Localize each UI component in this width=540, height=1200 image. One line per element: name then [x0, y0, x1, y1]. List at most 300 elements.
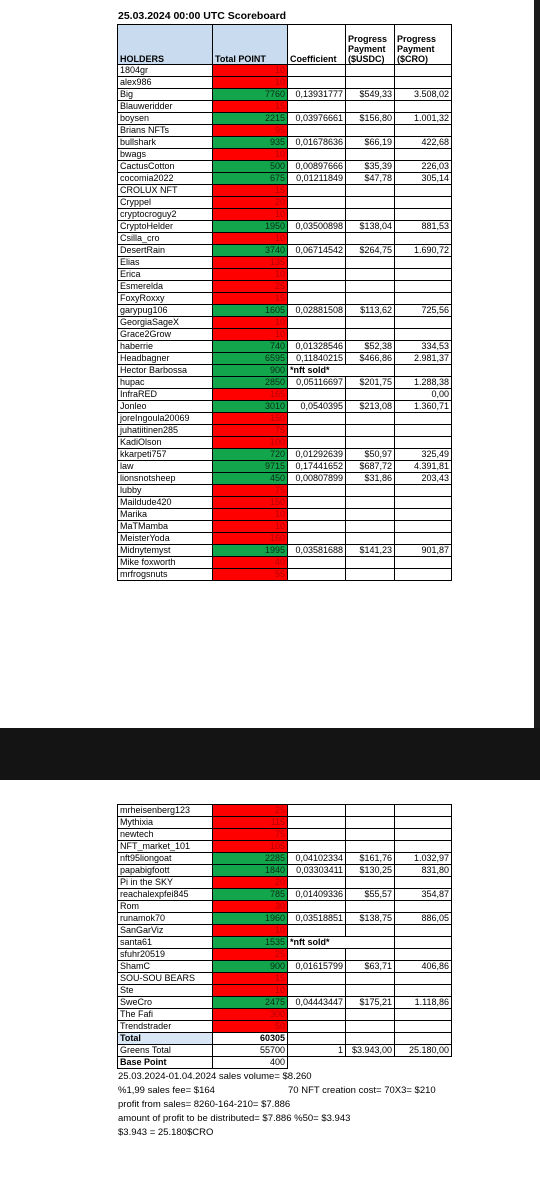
- coefficient: [288, 209, 346, 221]
- holder-name: NFT_market_101: [118, 841, 213, 853]
- holder-name: InfraRED: [118, 389, 213, 401]
- table-row: [118, 473, 452, 485]
- holder-name: cryptocroguy2: [118, 209, 213, 221]
- holder-name: Marika: [118, 509, 213, 521]
- payment-usdc: [346, 125, 395, 137]
- coefficient: 0,01328546: [288, 341, 346, 353]
- payment-usdc: [346, 317, 395, 329]
- header-cro: Progress Payment ($CRO): [395, 25, 452, 65]
- coefficient: [288, 185, 346, 197]
- payment-cro: [395, 949, 452, 961]
- payment-usdc: $130,25: [346, 865, 395, 877]
- holder-name: Ste: [118, 985, 213, 997]
- payment-usdc: $549,33: [346, 89, 395, 101]
- payment-cro: [395, 77, 452, 89]
- coefficient: 0,03500898: [288, 221, 346, 233]
- total-point: 2850: [213, 377, 288, 389]
- table-row: [118, 829, 452, 841]
- coefficient: 0,11840215: [288, 353, 346, 365]
- payment-cro: [395, 413, 452, 425]
- total-point: 15: [213, 185, 288, 197]
- total-point: 95: [213, 125, 288, 137]
- coefficient: 0,0540395: [288, 401, 346, 413]
- holder-name: Hector Barbossa: [118, 365, 213, 377]
- total-point: 150: [213, 413, 288, 425]
- total-point: 10: [213, 329, 288, 341]
- payment-cro: [395, 329, 452, 341]
- holder-name: mrfrogsnuts: [118, 569, 213, 581]
- total-point: 55: [213, 569, 288, 581]
- total-point: 25: [213, 281, 288, 293]
- payment-cro: 325,49: [395, 449, 452, 461]
- payment-cro: 1.690,72: [395, 245, 452, 257]
- table-row: [118, 365, 452, 377]
- payment-usdc: $52,38: [346, 341, 395, 353]
- total-point: 740: [213, 341, 288, 353]
- table-row: [118, 937, 452, 949]
- coefficient: 0,00897666: [288, 161, 346, 173]
- note-profit: profit from sales= 8260-164-210= $7.886: [118, 1099, 291, 1110]
- holder-name: Midnytemyst: [118, 545, 213, 557]
- table-row: [118, 533, 452, 545]
- payment-usdc: $264,75: [346, 245, 395, 257]
- table-row: [118, 865, 452, 877]
- coefficient: 0,17441652: [288, 461, 346, 473]
- holder-name: bwags: [118, 149, 213, 161]
- holder-name: kkarpeti757: [118, 449, 213, 461]
- table-row: [118, 377, 452, 389]
- payment-cro: [395, 101, 452, 113]
- coefficient: 0,03581688: [288, 545, 346, 557]
- table-row: [118, 1021, 452, 1033]
- page-separator: [0, 728, 540, 780]
- scoreboard-table-1: [117, 24, 452, 581]
- holder-name: CROLUX NFT: [118, 185, 213, 197]
- coefficient: 0,01211849: [288, 173, 346, 185]
- total-point: 9715: [213, 461, 288, 473]
- payment-usdc: [346, 149, 395, 161]
- payment-usdc: [346, 413, 395, 425]
- payment-usdc: [346, 185, 395, 197]
- summary-base-value: 400: [213, 1057, 288, 1069]
- payment-usdc: [346, 901, 395, 913]
- holder-name: law: [118, 461, 213, 473]
- table-row: [118, 209, 452, 221]
- payment-usdc: [346, 497, 395, 509]
- total-point: 300: [213, 1009, 288, 1021]
- holder-name: Trendstrader: [118, 1021, 213, 1033]
- coefficient: [288, 269, 346, 281]
- holder-name: santa61: [118, 937, 213, 949]
- holder-name: SOU-SOU BEARS: [118, 973, 213, 985]
- payment-usdc: [346, 805, 395, 817]
- holder-name: 1804gr: [118, 65, 213, 77]
- payment-cro: [395, 805, 452, 817]
- holder-name: DesertRain: [118, 245, 213, 257]
- coefficient: [288, 281, 346, 293]
- payment-usdc: $63,71: [346, 961, 395, 973]
- payment-cro: [395, 317, 452, 329]
- payment-cro: 334,53: [395, 341, 452, 353]
- payment-cro: [395, 65, 452, 77]
- payment-usdc: [346, 197, 395, 209]
- total-point: 6595: [213, 353, 288, 365]
- payment-usdc: [346, 509, 395, 521]
- payment-cro: [395, 365, 452, 377]
- table-row: [118, 485, 452, 497]
- payment-usdc: $55,57: [346, 889, 395, 901]
- total-point: 150: [213, 497, 288, 509]
- table-row: [118, 137, 452, 149]
- payment-usdc: $31,86: [346, 473, 395, 485]
- holder-name: mrheisenberg123: [118, 805, 213, 817]
- table-row: [118, 973, 452, 985]
- total-point: 100: [213, 437, 288, 449]
- holder-name: Mike foxworth: [118, 557, 213, 569]
- payment-cro: [395, 557, 452, 569]
- payment-usdc: [346, 101, 395, 113]
- total-point: 160: [213, 533, 288, 545]
- table-row: [118, 89, 452, 101]
- payment-cro: [395, 209, 452, 221]
- table-row: [118, 985, 452, 997]
- holder-name: lubby: [118, 485, 213, 497]
- table-row: [118, 817, 452, 829]
- total-point: 3010: [213, 401, 288, 413]
- coefficient: [288, 817, 346, 829]
- payment-cro: 406,86: [395, 961, 452, 973]
- holder-name: Grace2Grow: [118, 329, 213, 341]
- total-point: 1950: [213, 221, 288, 233]
- total-point: 50: [213, 1021, 288, 1033]
- payment-usdc: $35,39: [346, 161, 395, 173]
- total-point: 10: [213, 65, 288, 77]
- holder-name: GeorgiaSageX: [118, 317, 213, 329]
- coefficient: [288, 293, 346, 305]
- note-cro-conversion: $3.943 = 25.180$CRO: [118, 1127, 214, 1138]
- total-point: 20: [213, 197, 288, 209]
- table-row: [118, 569, 452, 581]
- holder-name: lionsnotsheep: [118, 473, 213, 485]
- total-point: 785: [213, 889, 288, 901]
- coefficient: [288, 389, 346, 401]
- holder-name: hupac: [118, 377, 213, 389]
- coefficient: [288, 101, 346, 113]
- table-row: [118, 925, 452, 937]
- total-point: 2475: [213, 997, 288, 1009]
- payment-usdc: $175,21: [346, 997, 395, 1009]
- table-row: [118, 113, 452, 125]
- coefficient: [288, 125, 346, 137]
- coefficient: 0,04102334: [288, 853, 346, 865]
- payment-usdc: $213,08: [346, 401, 395, 413]
- holder-name: nft95liongoat: [118, 853, 213, 865]
- table-row: [118, 889, 452, 901]
- payment-usdc: [346, 841, 395, 853]
- payment-usdc: [346, 985, 395, 997]
- holder-name: MeisterYoda: [118, 533, 213, 545]
- holder-name: Pi in the SKY: [118, 877, 213, 889]
- payment-usdc: $113,62: [346, 305, 395, 317]
- table-row: [118, 841, 452, 853]
- total-point: 1840: [213, 865, 288, 877]
- payment-cro: 0,00: [395, 389, 452, 401]
- total-point: 165: [213, 389, 288, 401]
- coefficient: [288, 509, 346, 521]
- coefficient: 0,01678636: [288, 137, 346, 149]
- scoreboard-title: 25.03.2024 00:00 UTC Scoreboard: [118, 10, 287, 22]
- note-sales-volume: 25.03.2024-01.04.2024 sales volume= $8.260: [118, 1071, 312, 1082]
- payment-usdc: $466,86: [346, 353, 395, 365]
- payment-usdc: $141,23: [346, 545, 395, 557]
- total-point: 10: [213, 509, 288, 521]
- note-fees: [118, 1084, 436, 1098]
- payment-usdc: [346, 973, 395, 985]
- table-row: [118, 401, 452, 413]
- coefficient: 0,04443447: [288, 997, 346, 1009]
- holder-name: reachalexpfei845: [118, 889, 213, 901]
- coefficient: *nft sold*: [288, 365, 395, 377]
- payment-cro: 901,87: [395, 545, 452, 557]
- coefficient: [288, 197, 346, 209]
- summary-greens-cro: 25.180,00: [395, 1045, 452, 1057]
- total-point: 75: [213, 485, 288, 497]
- total-point: 900: [213, 961, 288, 973]
- total-point: 10: [213, 925, 288, 937]
- payment-cro: 831,80: [395, 865, 452, 877]
- payment-cro: 1.288,38: [395, 377, 452, 389]
- table-row: [118, 329, 452, 341]
- payment-cro: [395, 437, 452, 449]
- payment-cro: [395, 1009, 452, 1021]
- table-row: [118, 509, 452, 521]
- table-row: [118, 257, 452, 269]
- table-row: [118, 305, 452, 317]
- coefficient: [288, 497, 346, 509]
- payment-usdc: [346, 329, 395, 341]
- holder-name: Blauweridder: [118, 101, 213, 113]
- table-row: [118, 461, 452, 473]
- table-row: [118, 413, 452, 425]
- table-row: [118, 281, 452, 293]
- payment-cro: 1.118,86: [395, 997, 452, 1009]
- total-point: 500: [213, 161, 288, 173]
- holder-name: Elias: [118, 257, 213, 269]
- payment-cro: [395, 269, 452, 281]
- total-point: 115: [213, 817, 288, 829]
- coefficient: 0,13931777: [288, 89, 346, 101]
- total-point: 10: [213, 317, 288, 329]
- table-row: [118, 149, 452, 161]
- payment-usdc: $156,80: [346, 113, 395, 125]
- payment-usdc: [346, 425, 395, 437]
- payment-usdc: [346, 949, 395, 961]
- payment-cro: 354,87: [395, 889, 452, 901]
- holder-name: boysen: [118, 113, 213, 125]
- table-row: [118, 341, 452, 353]
- total-point: 15: [213, 101, 288, 113]
- payment-cro: [395, 973, 452, 985]
- holder-name: joreIngoula20069: [118, 413, 213, 425]
- holder-name: Cryppel: [118, 197, 213, 209]
- summary-total-label: Total: [118, 1033, 213, 1045]
- total-point: 10: [213, 77, 288, 89]
- profit-notes: [118, 1070, 436, 1140]
- payment-usdc: [346, 65, 395, 77]
- holder-name: Jonleo: [118, 401, 213, 413]
- payment-cro: 881,53: [395, 221, 452, 233]
- holder-name: Headbagner: [118, 353, 213, 365]
- payment-cro: 305,14: [395, 173, 452, 185]
- payment-cro: [395, 425, 452, 437]
- table-row: [118, 293, 452, 305]
- table-row: [118, 805, 452, 817]
- payment-usdc: [346, 293, 395, 305]
- table-row: [118, 101, 452, 113]
- holder-name: Big: [118, 89, 213, 101]
- total-point: 720: [213, 449, 288, 461]
- coefficient: [288, 829, 346, 841]
- table-row: [118, 161, 452, 173]
- payment-cro: [395, 185, 452, 197]
- payment-usdc: [346, 521, 395, 533]
- payment-cro: [395, 569, 452, 581]
- payment-usdc: [346, 877, 395, 889]
- table-row: [118, 185, 452, 197]
- payment-usdc: [346, 257, 395, 269]
- table-row: [118, 233, 452, 245]
- holder-name: ShamC: [118, 961, 213, 973]
- payment-cro: [395, 149, 452, 161]
- holder-name: KadiOlson: [118, 437, 213, 449]
- coefficient: [288, 901, 346, 913]
- payment-usdc: $161,76: [346, 853, 395, 865]
- total-point: 25: [213, 949, 288, 961]
- holder-name: Csilla_cro: [118, 233, 213, 245]
- holder-name: MaTMamba: [118, 521, 213, 533]
- coefficient: *nft sold*: [288, 937, 395, 949]
- holder-name: newtech: [118, 829, 213, 841]
- payment-cro: [395, 841, 452, 853]
- header-coefficient: Coefficient: [288, 25, 346, 65]
- total-point: 675: [213, 173, 288, 185]
- table-row: [118, 425, 452, 437]
- coefficient: 0,06714542: [288, 245, 346, 257]
- coefficient: [288, 949, 346, 961]
- payment-cro: [395, 925, 452, 937]
- table-row: [118, 913, 452, 925]
- payment-usdc: [346, 209, 395, 221]
- table-row: [118, 437, 452, 449]
- holder-name: alex986: [118, 77, 213, 89]
- payment-cro: 1.001,32: [395, 113, 452, 125]
- payment-cro: [395, 521, 452, 533]
- table-row: [118, 961, 452, 973]
- payment-usdc: $201,75: [346, 377, 395, 389]
- coefficient: [288, 805, 346, 817]
- coefficient: [288, 485, 346, 497]
- holder-name: papabigfoott: [118, 865, 213, 877]
- coefficient: [288, 569, 346, 581]
- total-point: 20: [213, 877, 288, 889]
- total-point: 135: [213, 257, 288, 269]
- coefficient: [288, 65, 346, 77]
- payment-cro: [395, 985, 452, 997]
- total-point: 15: [213, 973, 288, 985]
- coefficient: [288, 521, 346, 533]
- payment-usdc: [346, 233, 395, 245]
- coefficient: [288, 985, 346, 997]
- payment-usdc: [346, 1021, 395, 1033]
- total-point: 10: [213, 233, 288, 245]
- total-point: 30: [213, 901, 288, 913]
- table-row: [118, 317, 452, 329]
- table-row: [118, 65, 452, 77]
- table-row: [118, 173, 452, 185]
- holder-name: Rom: [118, 901, 213, 913]
- coefficient: [288, 329, 346, 341]
- table-row: [118, 1009, 452, 1021]
- payment-usdc: [346, 557, 395, 569]
- holder-name: Mythixia: [118, 817, 213, 829]
- total-point: 40: [213, 557, 288, 569]
- total-point: 15: [213, 293, 288, 305]
- coefficient: [288, 973, 346, 985]
- payment-usdc: [346, 389, 395, 401]
- coefficient: 0,02881508: [288, 305, 346, 317]
- payment-cro: [395, 817, 452, 829]
- payment-usdc: $50,97: [346, 449, 395, 461]
- payment-usdc: $138,75: [346, 913, 395, 925]
- table-row: [118, 389, 452, 401]
- holder-name: juhatiitinen285: [118, 425, 213, 437]
- payment-cro: [395, 901, 452, 913]
- holder-name: CactusCotton: [118, 161, 213, 173]
- table-row: [118, 497, 452, 509]
- total-point: 1995: [213, 545, 288, 557]
- payment-usdc: $687,72: [346, 461, 395, 473]
- summary-base-label: Base Point: [118, 1057, 213, 1069]
- holder-name: cocomia2022: [118, 173, 213, 185]
- holder-name: Maildude420: [118, 497, 213, 509]
- coefficient: [288, 1009, 346, 1021]
- holder-name: SanGarViz: [118, 925, 213, 937]
- table-row: [118, 901, 452, 913]
- scoreboard-table-2: [117, 804, 452, 1069]
- payment-usdc: [346, 77, 395, 89]
- total-point: 2215: [213, 113, 288, 125]
- payment-cro: [395, 829, 452, 841]
- coefficient: 0,03518851: [288, 913, 346, 925]
- coefficient: [288, 925, 346, 937]
- payment-cro: 886,05: [395, 913, 452, 925]
- summary-greens-coef: 1: [288, 1045, 346, 1057]
- payment-usdc: [346, 925, 395, 937]
- table-row: [118, 77, 452, 89]
- payment-cro: [395, 937, 452, 949]
- table-row: [118, 269, 452, 281]
- coefficient: [288, 317, 346, 329]
- total-point: 10: [213, 521, 288, 533]
- holder-name: The Fafi: [118, 1009, 213, 1021]
- total-point: 1960: [213, 913, 288, 925]
- note-creation-cost: 70 NFT creation cost= 70X3= $210: [288, 1085, 436, 1096]
- payment-cro: [395, 485, 452, 497]
- total-point: 450: [213, 473, 288, 485]
- holder-name: garypug106: [118, 305, 213, 317]
- total-point: 7760: [213, 89, 288, 101]
- coefficient: [288, 533, 346, 545]
